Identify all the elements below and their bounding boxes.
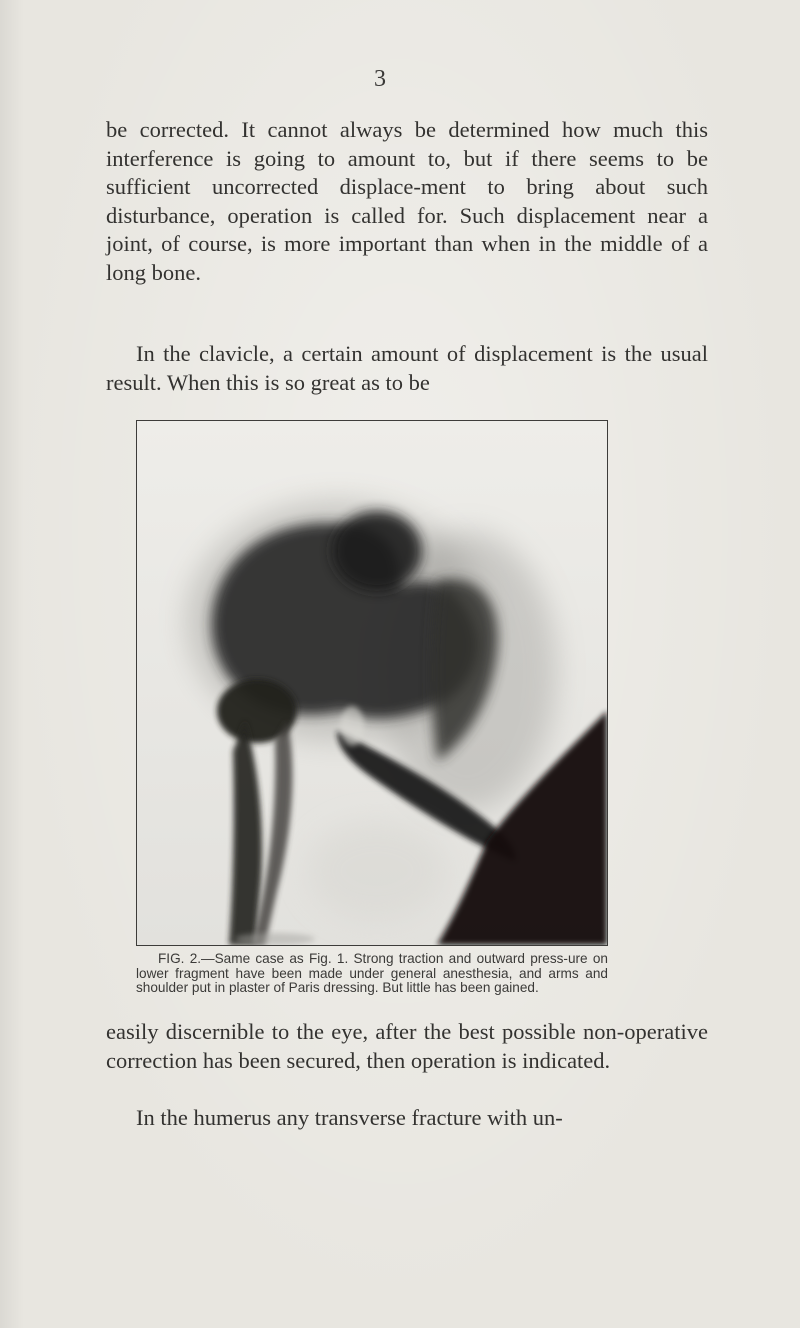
xray-figure: [136, 420, 608, 946]
paragraph-humerus: In the humerus any transverse fracture with un-: [136, 1105, 563, 1130]
figure-caption: FIG. 2.—Same case as Fig. 1. Strong traction and outward press-ure on lower fragment have been made under general anesthesia, and arms and shoulder put in plaster of Paris dressing. But little has been gained.: [136, 951, 608, 996]
paragraph-clavicle: In the clavicle, a certain amount of displacement is the usual result. When this is so great as to be: [106, 341, 708, 395]
paragraph-operation-indicated: easily discernible to the eye, after the best possible non-operative correction has been secured, then operation is indicated.: [106, 1019, 708, 1073]
paragraph-continuation: be corrected. It cannot always be determined how much this interference is going to amount to, but if there seems to be sufficient uncorrected displace-ment to bring about such disturbance, operation is called for. Such displacement near a joint, of course, is more important than when in the middle of a long bone.: [106, 117, 708, 285]
page-edge-shadow: [0, 0, 24, 1328]
xray-image: [137, 421, 607, 945]
page-number: 3: [374, 66, 386, 92]
